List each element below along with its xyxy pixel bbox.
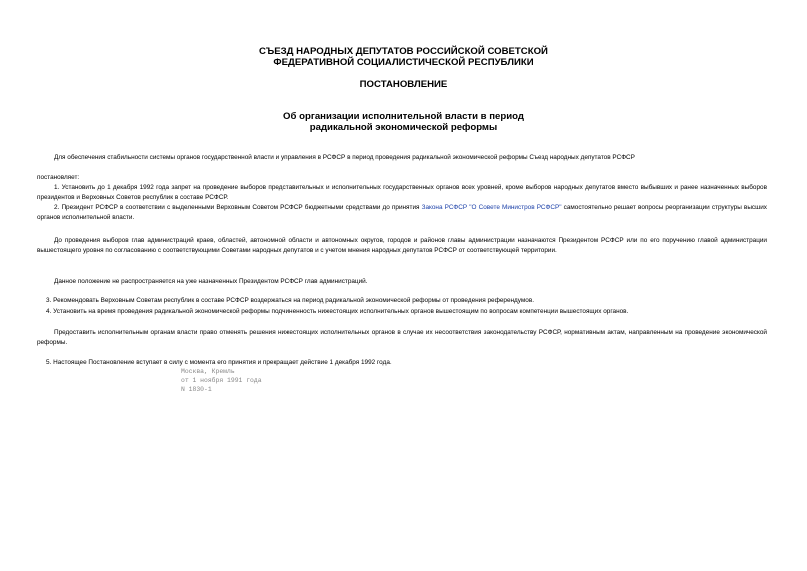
document-title-line-1: Об организации исполнительной власти в период [283,111,524,122]
document-title-line-2: радикальной экономической реформы [309,122,498,133]
signature-number: N 1830-1 [181,386,212,393]
law-link[interactable]: Закона РСФСР "О Совете Министров РСФСР" [421,204,562,211]
item-2 [37,203,767,222]
document-type: ПОСТАНОВЛЕНИЕ [359,79,448,90]
preamble: Для обеспечения стабильности системы органов государственной власти и управления в РСФСР в период проведения радикальной экономической реформы Съезд народных депутатов РСФСР [54,154,635,161]
admin-paragraph [37,236,767,255]
item-2-text-before: 2. Президент РСФСР в соответствии с выделенными Верховным Советом РСФСР бюджетными средствами до принятия [54,204,422,211]
rights-paragraph [37,328,767,347]
item-1 [37,183,767,202]
admin-paragraph-text: До проведения выборов глав администраций краев, областей, автономной области и автономных округов, городов и районов главы администрации назначаются Президентом РСФСР или по его поручению главой администрации вышестоящего уровня по согласованию с соответствующими Советами народных депутатов и с учетом мнения народных депутатов РСФСР от соответствующей территории. [37,237,767,254]
item-1-text: 1. Установить до 1 декабря 1992 года запрет на проведение выборов представительных и исполнительных государственных органов всех уровней, кроме выборов народных депутатов вместо выбывших и ранее назначенных выборов президентов и Верховных Советов республик в составе РСФСР. [37,184,767,201]
item-5: 5. Настоящее Постановление вступает в силу с момента его принятия и прекращает действие 1 декабря 1992 года. [46,359,392,366]
signature-place: Москва, Кремль [181,368,235,375]
note-paragraph: Данное положение не распространяется на уже назначенных Президентом РСФСР глав администраций. [54,278,368,285]
rights-paragraph-text: Предоставить исполнительным органам власти право отменять решения нижестоящих исполнительных органов в случае их несоответствия законодательству РСФСР, нормативным актам, направленным на проведение экономической реформы. [37,329,767,346]
resolves-label: постановляет: [37,174,80,181]
signature-date: от 1 ноября 1991 года [181,377,262,384]
issuer-line-1: СЪЕЗД НАРОДНЫХ ДЕПУТАТОВ РОССИЙСКОЙ СОВЕТСКОЙ [259,46,548,57]
issuer-line-2: ФЕДЕРАТИВНОЙ СОЦИАЛИСТИЧЕСКОЙ РЕСПУБЛИКИ [273,57,534,68]
item-3: 3. Рекомендовать Верховным Советам республик в составе РСФСР воздержаться на период радикальной экономической реформы от проведения референдумов. [46,297,534,304]
item-2-text-after: самостоятельно решает вопросы реорганизации структуры высших органов исполнительной власти. [37,204,767,221]
item-4: 4. Установить на время проведения радикальной экономической реформы подчиненность нижестоящих исполнительных органов вышестоящим по вопросам компетенции вышестоящих органов. [46,308,629,315]
